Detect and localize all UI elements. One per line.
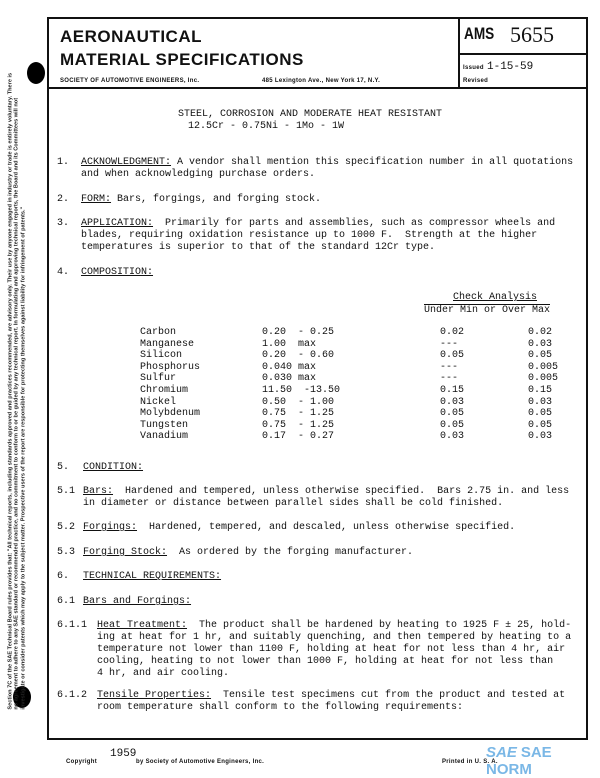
- section-heading: COMPOSITION:: [81, 267, 154, 278]
- composition-under: ---: [440, 361, 459, 373]
- society-address: 485 Lexington Ave., New York 17, N.Y.: [262, 78, 381, 84]
- society-name: SOCIETY OF AUTOMOTIVE ENGINEERS, Inc.: [60, 78, 200, 84]
- section-text: room temperature shall conform to the following requirements:: [97, 702, 464, 713]
- composition-element: Chromium: [140, 385, 189, 396]
- composition-element: Nickel: [140, 396, 177, 408]
- section-heading: Tensile Properties:: [97, 690, 212, 701]
- header-divider: [47, 87, 588, 89]
- composition-row: [0, 327, 600, 339]
- composition-under: 0.05: [440, 350, 465, 362]
- composition-row: [0, 350, 600, 362]
- composition-range: 1.00 max: [262, 338, 317, 350]
- composition-range: 0.50 - 1.00: [262, 396, 335, 408]
- composition-under: 0.05: [440, 408, 465, 420]
- composition-over: 0.05: [528, 350, 553, 362]
- section-heading: Bars:: [83, 486, 114, 497]
- composition-over: 0.02: [528, 327, 553, 338]
- section-heading: ACKNOWLEDGMENT:: [81, 157, 172, 168]
- issued-date: 1-15-59: [487, 61, 534, 73]
- composition-element: Molybdenum: [140, 408, 201, 420]
- issued-label: Issued: [463, 65, 484, 71]
- check-analysis-header: Check Analysis: [453, 292, 538, 303]
- composition-range: 11.50 -13.50: [262, 385, 341, 396]
- header-title-2: MATERIAL SPECIFICATIONS: [60, 50, 304, 69]
- composition-element: Sulfur: [140, 373, 177, 385]
- copyright-year: 1959: [110, 748, 137, 760]
- composition-over: 0.05: [528, 408, 553, 420]
- section-text: Bars, forgings, and forging stock.: [111, 194, 322, 205]
- composition-row: [0, 362, 600, 374]
- section-text: in diameter or distance between parallel sides shall be cold finished.: [83, 498, 504, 509]
- composition-over: 0.005: [528, 373, 559, 385]
- section-number: 5.: [57, 462, 70, 473]
- section-number: 6.1.1: [57, 620, 88, 631]
- composition-element: Phosphorus: [140, 361, 201, 373]
- watermark-text: SAE NORM: [486, 744, 552, 778]
- section-text: blades, requiring oxidation resistance up to 1000 F. Strength at the higher: [81, 230, 538, 241]
- composition-over: 0.03: [528, 396, 553, 408]
- composition-over: 0.05: [528, 419, 553, 431]
- section-heading: FORM:: [81, 194, 112, 205]
- section-text: cooling, heating to not lower than 1000 F, holding at heat for not less than: [97, 656, 554, 667]
- composition-range: 0.20 - 0.60: [262, 350, 335, 362]
- section-number: 5.3: [57, 547, 76, 558]
- punch-hole: [27, 62, 45, 84]
- section-number: 3.: [57, 218, 70, 229]
- section-text: Hardened, tempered, and descaled, unless otherwise specified.: [137, 522, 516, 533]
- section-text: As ordered by the forging manufacturer.: [167, 547, 414, 558]
- composition-over: 0.03: [528, 431, 553, 443]
- section-number: 5.2: [57, 522, 76, 533]
- revised-label: Revised: [463, 78, 489, 84]
- composition-element: Vanadium: [140, 431, 189, 443]
- ams-number: 5655: [510, 22, 554, 47]
- section-number: 6.: [57, 571, 70, 582]
- section-number: 4.: [57, 267, 70, 278]
- composition-over: 0.15: [528, 385, 553, 396]
- sae-norm-watermark: [486, 744, 600, 778]
- section-number: 1.: [57, 157, 70, 168]
- section-number: 2.: [57, 194, 70, 205]
- section-text: The product shall be hardened by heating to 1925 F ± 25, hold-: [187, 620, 572, 631]
- spec-title: STEEL, CORROSION AND MODERATE HEAT RESISTANT: [177, 109, 443, 120]
- composition-row: [0, 420, 600, 432]
- composition-row: [0, 408, 600, 420]
- section-heading: Forgings:: [83, 522, 138, 533]
- composition-element: Tungsten: [140, 419, 189, 431]
- copyright-label: Copyright: [66, 759, 98, 765]
- copyright-text: by Society of Automotive Engineers, Inc.: [136, 759, 265, 765]
- printed-in: Printed in U. S. A.: [442, 759, 498, 765]
- section-text: and when acknowledging purchase orders.: [81, 169, 316, 180]
- composition-range: 0.75 - 1.25: [262, 419, 335, 431]
- composition-row: [0, 339, 600, 351]
- section-text: ing at heat for 1 hr, and suitably quenching, and then tempered by heating to a: [97, 632, 572, 643]
- composition-range: 0.040 max: [262, 361, 317, 373]
- section-heading: Bars and Forgings:: [83, 596, 192, 607]
- section-text: temperature not lower than 1100 F, holding at heat for not less than 4 hr, air: [97, 644, 566, 655]
- composition-under: 0.15: [440, 385, 465, 396]
- section-heading: TECHNICAL REQUIREMENTS:: [83, 571, 222, 582]
- section-number: 5.1: [57, 486, 76, 497]
- composition-element: Carbon: [140, 327, 177, 338]
- section-text: temperatures is superior to that of the standard 12Cr type.: [81, 242, 436, 253]
- section-text: A vendor shall mention this specification number in all quotations: [171, 157, 574, 168]
- check-analysis-subheader: Under Min or Over Max: [424, 305, 551, 316]
- composition-under: 0.03: [440, 431, 465, 443]
- section-heading: Heat Treatment:: [97, 620, 188, 631]
- side-disclaimer: Section 7C of the SAE Technical Board rules provides that: "All technical reports, including standards approved and practices recommended, are advisory only. Their use by anyone engaged in industry or trade is entirely voluntary. There is no agreement to adhere to any SAE standard or recommended practice, and no commitment to conform to or be guided by any technical report. In formulating and approving technical reports, the Board and its Committees will not investigate or consider patents which may apply to the subject matter. Prospective users of the report are responsible for protecting themselves against liability for infringement of patents.": [7, 72, 27, 710]
- composition-under: ---: [440, 338, 459, 350]
- composition-under: 0.02: [440, 327, 465, 338]
- composition-row: [0, 397, 600, 409]
- composition-element: Manganese: [140, 338, 195, 350]
- composition-range: 0.030 max: [262, 373, 317, 385]
- section-number: 6.1.2: [57, 690, 88, 701]
- sae-logo-icon: SAE: [486, 744, 517, 761]
- composition-range: 0.75 - 1.25: [262, 408, 335, 420]
- section-text: Hardened and tempered, unless otherwise specified. Bars 2.75 in. and less: [113, 486, 570, 497]
- section-heading: CONDITION:: [83, 462, 144, 473]
- composition-under: 0.03: [440, 396, 465, 408]
- composition-over: 0.005: [528, 361, 559, 373]
- composition-under: 0.05: [440, 419, 465, 431]
- spec-subtitle: 12.5Cr - 0.75Ni - 1Mo - 1W: [188, 121, 345, 132]
- section-text: 4 hr, and air cooling.: [97, 668, 230, 679]
- composition-element: Silicon: [140, 350, 183, 362]
- composition-range: 0.17 - 0.27: [262, 431, 335, 443]
- header-title-1: AERONAUTICAL: [60, 27, 202, 46]
- composition-row: [0, 385, 600, 397]
- section-text: Tensile test specimens cut from the product and tested at: [211, 690, 566, 701]
- section-6-1-2: [57, 690, 587, 738]
- composition-row: [0, 373, 600, 385]
- composition-range: 0.20 - 0.25: [262, 327, 335, 338]
- ams-label: AMS: [464, 24, 495, 43]
- composition-row: [0, 431, 600, 443]
- section-text: Primarily for parts and assemblies, such as compressor wheels and: [153, 218, 556, 229]
- section-heading: Forging Stock:: [83, 547, 168, 558]
- section-heading: APPLICATION:: [81, 218, 154, 229]
- composition-over: 0.03: [528, 338, 553, 350]
- composition-under: ---: [440, 373, 459, 385]
- section-number: 6.1: [57, 596, 76, 607]
